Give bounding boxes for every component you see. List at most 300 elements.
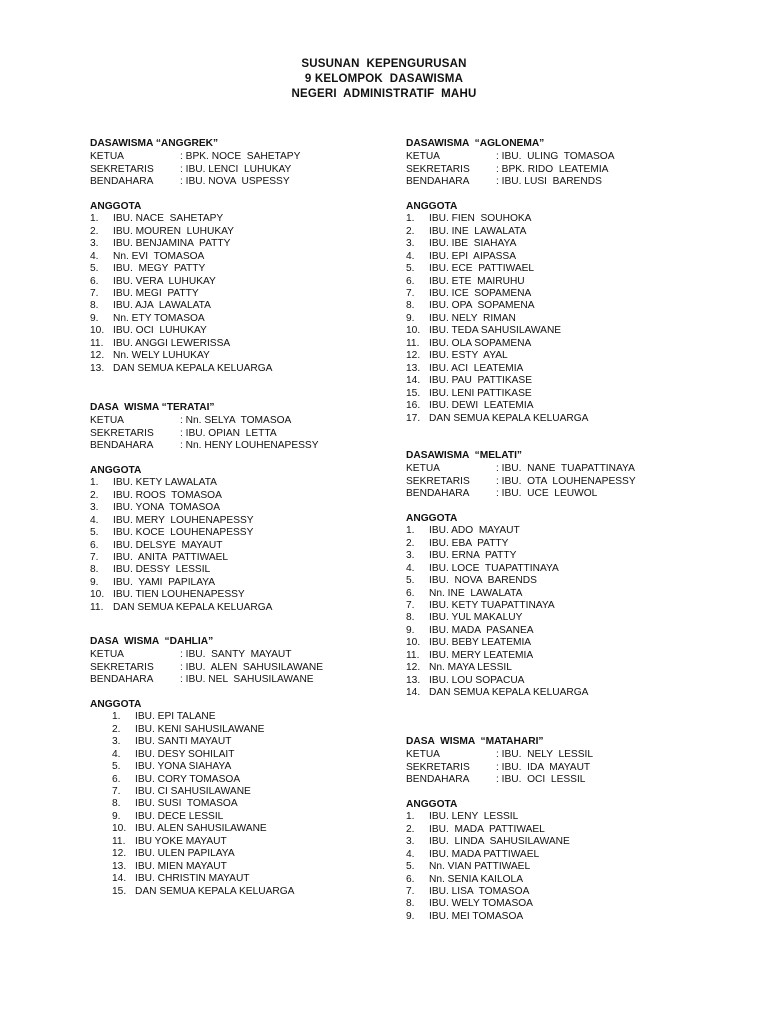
list-item (406, 276, 746, 288)
list-item (406, 300, 746, 312)
item-number: 11. (406, 337, 420, 349)
member-name: IBU. VERA LUHUKAY (113, 275, 216, 287)
member-name: IBU. SANTI MAYAUT (135, 736, 232, 748)
item-number: 10. (406, 325, 421, 337)
dasawisma-section (406, 736, 746, 923)
anggota-label: ANGGOTA (406, 200, 458, 212)
item-number: 4. (406, 250, 415, 262)
officer-name: : BPK. NOCE SAHETAPY (180, 151, 301, 163)
list-item (90, 836, 390, 848)
officer-list (406, 463, 746, 500)
item-number: 8. (406, 300, 415, 312)
item-number: 4. (90, 250, 99, 262)
member-name: IBU. PAU PATTIKASE (429, 375, 533, 387)
item-number: 10. (112, 823, 127, 835)
member-name: IBU. DEWI LEATEMIA (429, 400, 534, 412)
item-number: 12. (406, 350, 421, 362)
member-name: IBU. ERNA PATTY (429, 550, 517, 562)
list-item (90, 226, 390, 238)
officer-row-ketua (90, 151, 390, 163)
list-item (90, 325, 390, 337)
officer-name: : IBU. NANE TUAPATTINAYA (496, 463, 635, 475)
dasawisma-section (406, 450, 746, 700)
section-title: DASA WISMA “MATAHARI” (406, 736, 544, 747)
dasawisma-section (90, 402, 390, 614)
item-number: 13. (406, 674, 421, 686)
officer-name: : IBU. NEL SAHUSILAWANE (180, 674, 314, 686)
officer-row-bendahara (90, 674, 390, 686)
member-name: IBU. EPI TALANE (135, 711, 216, 723)
list-item (406, 911, 746, 923)
section-title: DASAWISMA “AGLONEMA” (406, 138, 545, 149)
item-number: 8. (406, 898, 415, 910)
officer-name: : IBU. UCE LEUWOL (496, 488, 598, 500)
list-item (90, 798, 390, 810)
section-title: DASAWISMA “MELATI” (406, 450, 523, 461)
list-item (90, 238, 390, 250)
list-item (90, 774, 390, 786)
member-name: IBU YOKE MAYAUT (135, 835, 227, 847)
list-item (406, 836, 746, 848)
list-item (90, 490, 390, 502)
member-name: IBU. YUL MAKALUY (429, 612, 523, 624)
member-name: IBU. ECE PATTIWAEL (429, 263, 535, 275)
member-name: IBU. LOCE TUAPATTINAYA (429, 562, 559, 574)
item-number: 14. (406, 687, 421, 699)
list-item (90, 873, 390, 885)
item-number: 1. (90, 477, 99, 489)
officer-name: : IBU. ULING TOMASOA (496, 151, 615, 163)
dasawisma-section (406, 138, 746, 425)
officer-role: SEKRETARIS (406, 761, 470, 773)
officer-name: : IBU. ALEN SAHUSILAWANE (180, 661, 324, 673)
member-name: IBU. YAMI PAPILAYA (113, 576, 216, 588)
list-item (90, 811, 390, 823)
member-name: IBU. LINDA SAHUSILAWANE (429, 836, 570, 848)
list-item (90, 477, 390, 489)
item-number: 5. (90, 527, 99, 539)
item-number: 11. (406, 649, 420, 661)
item-number: 9. (406, 624, 415, 636)
item-number: 1. (406, 213, 415, 225)
list-item (90, 823, 390, 835)
item-number: 2. (406, 537, 415, 549)
list-item (90, 711, 390, 723)
member-name: IBU. MERY LOUHENAPESSY (113, 514, 254, 526)
item-number: 5. (112, 761, 121, 773)
member-name: IBU. WELY TOMASOA (429, 898, 533, 910)
item-number: 9. (406, 910, 415, 922)
member-name: DAN SEMUA KEPALA KELUARGA (113, 362, 273, 374)
officer-role: SEKRETARIS (90, 427, 154, 439)
section-title: DASAWISMA “ANGGREK” (90, 138, 219, 149)
list-item (406, 588, 746, 600)
officer-role: KETUA (90, 415, 124, 427)
list-item (90, 848, 390, 860)
list-item (406, 861, 746, 873)
member-name: Nn. INE LAWALATA (429, 587, 523, 599)
list-item (90, 589, 390, 601)
anggota-label: ANGGOTA (90, 200, 142, 212)
item-number: 11. (90, 601, 104, 613)
item-number: 14. (406, 375, 421, 387)
member-name: DAN SEMUA KEPALA KELUARGA (113, 601, 273, 613)
officer-role: BENDAHARA (90, 440, 154, 452)
officer-role: BENDAHARA (406, 176, 470, 188)
member-name: IBU. YONA TOMASOA (113, 502, 221, 514)
member-name: IBU. DESSY LESSIL (113, 564, 211, 576)
member-name: IBU. SUSI TOMASOA (135, 798, 238, 810)
member-name: IBU. MIEN MAYAUT (135, 860, 227, 872)
officer-list (406, 749, 746, 786)
member-list (90, 477, 390, 614)
list-item (90, 338, 390, 350)
member-name: IBU. INE LAWALATA (429, 225, 527, 237)
item-number: 9. (90, 576, 99, 588)
item-number: 7. (406, 885, 415, 897)
officer-name: : BPK. RIDO LEATEMIA (496, 163, 609, 175)
officer-name: : Nn. HENY LOUHENAPESSY (180, 440, 319, 452)
item-number: 7. (406, 287, 415, 299)
officer-name: : IBU. LENCI LUHUKAY (180, 163, 292, 175)
member-name: IBU. MADA PASANEA (429, 624, 534, 636)
item-number: 7. (90, 551, 99, 563)
officer-name: : IBU. SANTY MAYAUT (180, 649, 292, 661)
item-number: 4. (406, 848, 415, 860)
item-number: 10. (90, 325, 105, 337)
list-item (406, 612, 746, 624)
list-item (406, 662, 746, 674)
item-number: 1. (406, 525, 415, 537)
member-name: Nn. ETY TOMASOA (113, 312, 205, 324)
list-item (90, 861, 390, 873)
item-number: 8. (112, 798, 121, 810)
member-name: IBU. BENJAMINA PATTY (113, 238, 231, 250)
list-item (406, 625, 746, 637)
member-name: IBU. MEGY PATTY (113, 263, 206, 275)
item-number: 4. (406, 562, 415, 574)
item-number: 13. (90, 362, 105, 374)
member-name: IBU. KOCE LOUHENAPESSY (113, 527, 254, 539)
item-number: 2. (406, 823, 415, 835)
list-item (406, 849, 746, 861)
member-name: IBU. MOUREN LUHUKAY (113, 225, 234, 237)
list-item (406, 325, 746, 337)
item-number: 9. (90, 312, 99, 324)
list-item (90, 564, 390, 576)
member-name: IBU. CORY TOMASOA (135, 773, 241, 785)
member-name: DAN SEMUA KEPALA KELUARGA (429, 412, 589, 424)
member-name: IBU. DELSYE MAYAUT (113, 539, 223, 551)
item-number: 7. (90, 287, 99, 299)
member-name: IBU. IBE SIAHAYA (429, 238, 517, 250)
item-number: 2. (406, 225, 415, 237)
item-number: 13. (112, 860, 127, 872)
member-list (90, 213, 390, 375)
list-item (406, 525, 746, 537)
member-name: IBU. OLA SOPAMENA (429, 337, 532, 349)
list-item (406, 238, 746, 250)
officer-role: KETUA (406, 749, 440, 761)
list-item (406, 824, 746, 836)
list-item (406, 251, 746, 263)
item-number: 1. (112, 711, 121, 723)
member-name: IBU. FIEN SOUHOKA (429, 213, 532, 225)
list-item (90, 749, 390, 761)
list-item (406, 338, 746, 350)
member-list (406, 811, 746, 923)
member-list (406, 525, 746, 699)
member-name: IBU. ANGGI LEWERISSA (113, 337, 231, 349)
member-name: IBU. ETE MAIRUHU (429, 275, 525, 287)
list-item (90, 724, 390, 736)
member-name: IBU. NACE SAHETAPY (113, 213, 224, 225)
dasawisma-section (90, 636, 390, 898)
item-number: 1. (90, 213, 99, 225)
member-name: IBU. MEI TOMASOA (429, 910, 524, 922)
item-number: 11. (112, 835, 126, 847)
anggota-label: ANGGOTA (406, 798, 458, 810)
item-number: 12. (406, 662, 421, 674)
list-item (90, 736, 390, 748)
item-number: 4. (90, 514, 99, 526)
item-number: 7. (406, 599, 415, 611)
list-item (406, 400, 746, 412)
item-number: 8. (90, 564, 99, 576)
officer-name: : IBU. OPIAN LETTA (180, 427, 277, 439)
list-item (406, 575, 746, 587)
officer-list (90, 649, 390, 686)
officer-name: : IBU. LUSI BARENDS (496, 176, 602, 188)
item-number: 3. (406, 550, 415, 562)
list-item (90, 502, 390, 514)
item-number: 1. (406, 811, 415, 823)
item-number: 3. (90, 502, 99, 514)
list-item (406, 213, 746, 225)
item-number: 8. (90, 300, 99, 312)
item-number: 5. (90, 263, 99, 275)
member-list (406, 213, 746, 425)
officer-row-ketua (406, 463, 746, 475)
member-name: IBU. LENI PATTIKASE (429, 387, 532, 399)
list-item (90, 527, 390, 539)
officer-role: SEKRETARIS (90, 661, 154, 673)
list-item (406, 886, 746, 898)
officer-list (90, 151, 390, 188)
member-name: IBU. ULEN PAPILAYA (135, 848, 235, 860)
member-name: IBU. LISA TOMASOA (429, 885, 530, 897)
item-number: 5. (406, 263, 415, 275)
anggota-label: ANGGOTA (90, 464, 142, 476)
list-item (406, 550, 746, 562)
list-item (90, 263, 390, 275)
member-name: Nn. MAYA LESSIL (429, 662, 512, 674)
officer-list (90, 415, 390, 452)
document-header (0, 57, 768, 102)
item-number: 13. (406, 362, 421, 374)
item-number: 6. (90, 275, 99, 287)
item-number: 15. (406, 387, 421, 399)
officer-role: KETUA (406, 463, 440, 475)
member-name: IBU. DECE LESSIL (135, 810, 224, 822)
member-name: IBU. DESY SOHILAIT (135, 748, 235, 760)
list-item (90, 313, 390, 325)
list-item (90, 350, 390, 362)
list-item (406, 363, 746, 375)
list-item (406, 538, 746, 550)
member-name: IBU. ACI LEATEMIA (429, 362, 524, 374)
list-item (406, 563, 746, 575)
member-name: IBU. ICE SOPAMENA (429, 287, 532, 299)
list-item (90, 540, 390, 552)
member-name: IBU. MADA PATTIWAEL (429, 823, 545, 835)
officer-role: BENDAHARA (90, 674, 154, 686)
header-line-2: 9 KELOMPOK DASAWISMA (304, 73, 464, 85)
officer-role: BENDAHARA (406, 774, 470, 786)
item-number: 6. (406, 587, 415, 599)
dasawisma-section (90, 138, 390, 375)
list-item (90, 515, 390, 527)
officer-role: KETUA (90, 151, 124, 163)
item-number: 2. (112, 723, 121, 735)
member-name: Nn. VIAN PATTIWAEL (429, 861, 531, 873)
member-name: IBU. LENY LESSIL (429, 811, 519, 823)
item-number: 8. (406, 612, 415, 624)
list-item (90, 577, 390, 589)
list-item (90, 213, 390, 225)
list-item (90, 786, 390, 798)
member-name: IBU. KENI SAHUSILAWANE (135, 723, 265, 735)
item-number: 6. (112, 773, 121, 785)
member-name: IBU. ESTY AYAL (429, 350, 508, 362)
officer-row-sekretaris (90, 428, 390, 440)
section-title: DASA WISMA “TERATAI” (90, 402, 215, 413)
item-number: 6. (90, 539, 99, 551)
item-number: 9. (406, 312, 415, 324)
member-name: IBU. AJA LAWALATA (113, 300, 211, 312)
list-item (406, 350, 746, 362)
officer-row-sekretaris (406, 762, 746, 774)
anggota-label: ANGGOTA (90, 698, 142, 710)
item-number: 10. (406, 637, 421, 649)
section-title: DASA WISMA “DAHLIA” (90, 636, 214, 647)
header-line-3: NEGERI ADMINISTRATIF MAHU (291, 88, 477, 100)
member-name: IBU. LOU SOPACUA (429, 674, 525, 686)
member-name: IBU. EBA PATTY (429, 537, 509, 549)
list-item (406, 898, 746, 910)
list-item (90, 761, 390, 773)
officer-list (406, 151, 746, 188)
officer-row-bendahara (90, 440, 390, 452)
item-number: 3. (406, 836, 415, 848)
item-number: 2. (90, 489, 99, 501)
member-name: IBU. ROOS TOMASOA (113, 489, 222, 501)
list-item (406, 600, 746, 612)
list-item (90, 276, 390, 288)
item-number: 3. (112, 736, 121, 748)
member-name: DAN SEMUA KEPALA KELUARGA (429, 687, 589, 699)
member-name: IBU. CI SAHUSILAWANE (135, 785, 251, 797)
item-number: 10. (90, 589, 105, 601)
item-number: 6. (406, 873, 415, 885)
member-name: Nn. EVI TOMASOA (113, 250, 205, 262)
list-item (406, 226, 746, 238)
officer-name: : IBU. IDA MAYAUT (496, 761, 591, 773)
item-number: 5. (406, 575, 415, 587)
list-item (90, 363, 390, 375)
member-name: IBU. ANITA PATTIWAEL (113, 551, 229, 563)
item-number: 7. (112, 785, 121, 797)
list-item (406, 650, 746, 662)
member-name: DAN SEMUA KEPALA KELUARGA (135, 885, 295, 897)
member-name: IBU. ADO MAYAUT (429, 525, 520, 537)
officer-row-sekretaris (406, 164, 746, 176)
officer-name: : IBU. NOVA USPESSY (180, 176, 290, 188)
officer-row-sekretaris (90, 164, 390, 176)
list-item (90, 886, 390, 898)
list-item (406, 375, 746, 387)
list-item (406, 288, 746, 300)
member-name: Nn. WELY LUHUKAY (113, 350, 210, 362)
list-item (90, 602, 390, 614)
list-item (406, 687, 746, 699)
member-name: IBU. TEDA SAHUSILAWANE (429, 325, 562, 337)
item-number: 3. (406, 238, 415, 250)
officer-role: BENDAHARA (406, 488, 470, 500)
member-name: IBU. OCI LUHUKAY (113, 325, 207, 337)
member-name: IBU. OPA SOPAMENA (429, 300, 535, 312)
item-number: 4. (112, 748, 121, 760)
officer-row-ketua (406, 749, 746, 761)
officer-role: KETUA (90, 649, 124, 661)
member-name: IBU. MERY LEATEMIA (429, 649, 534, 661)
member-name: IBU. EPI AIPASSA (429, 250, 517, 262)
item-number: 14. (112, 873, 127, 885)
officer-row-sekretaris (90, 662, 390, 674)
item-number: 15. (112, 885, 127, 897)
member-list (90, 711, 390, 898)
header-line-1: SUSUNAN KEPENGURUSAN (301, 58, 467, 70)
officer-role: KETUA (406, 151, 440, 163)
item-number: 2. (90, 225, 99, 237)
officer-row-ketua (90, 415, 390, 427)
member-name: IBU. NOVA BARENDS (429, 575, 537, 587)
list-item (90, 251, 390, 263)
member-name: IBU. BEBY LEATEMIA (429, 637, 532, 649)
list-item (406, 874, 746, 886)
officer-role: SEKRETARIS (406, 475, 470, 487)
anggota-label: ANGGOTA (406, 512, 458, 524)
member-name: IBU. KETY TUAPATTINAYA (429, 599, 555, 611)
officer-role: SEKRETARIS (406, 163, 470, 175)
member-name: IBU. NELY RIMAN (429, 312, 516, 324)
officer-row-ketua (90, 649, 390, 661)
member-name: IBU. CHRISTIN MAYAUT (135, 873, 250, 885)
list-item (406, 675, 746, 687)
officer-row-bendahara (90, 176, 390, 188)
officer-row-ketua (406, 151, 746, 163)
list-item (90, 300, 390, 312)
officer-name: : IBU. NELY LESSIL (496, 749, 594, 761)
list-item (406, 313, 746, 325)
item-number: 12. (112, 848, 127, 860)
item-number: 12. (90, 350, 105, 362)
item-number: 16. (406, 400, 421, 412)
list-item (90, 552, 390, 564)
officer-row-bendahara (406, 176, 746, 188)
list-item (90, 288, 390, 300)
officer-row-sekretaris (406, 476, 746, 488)
